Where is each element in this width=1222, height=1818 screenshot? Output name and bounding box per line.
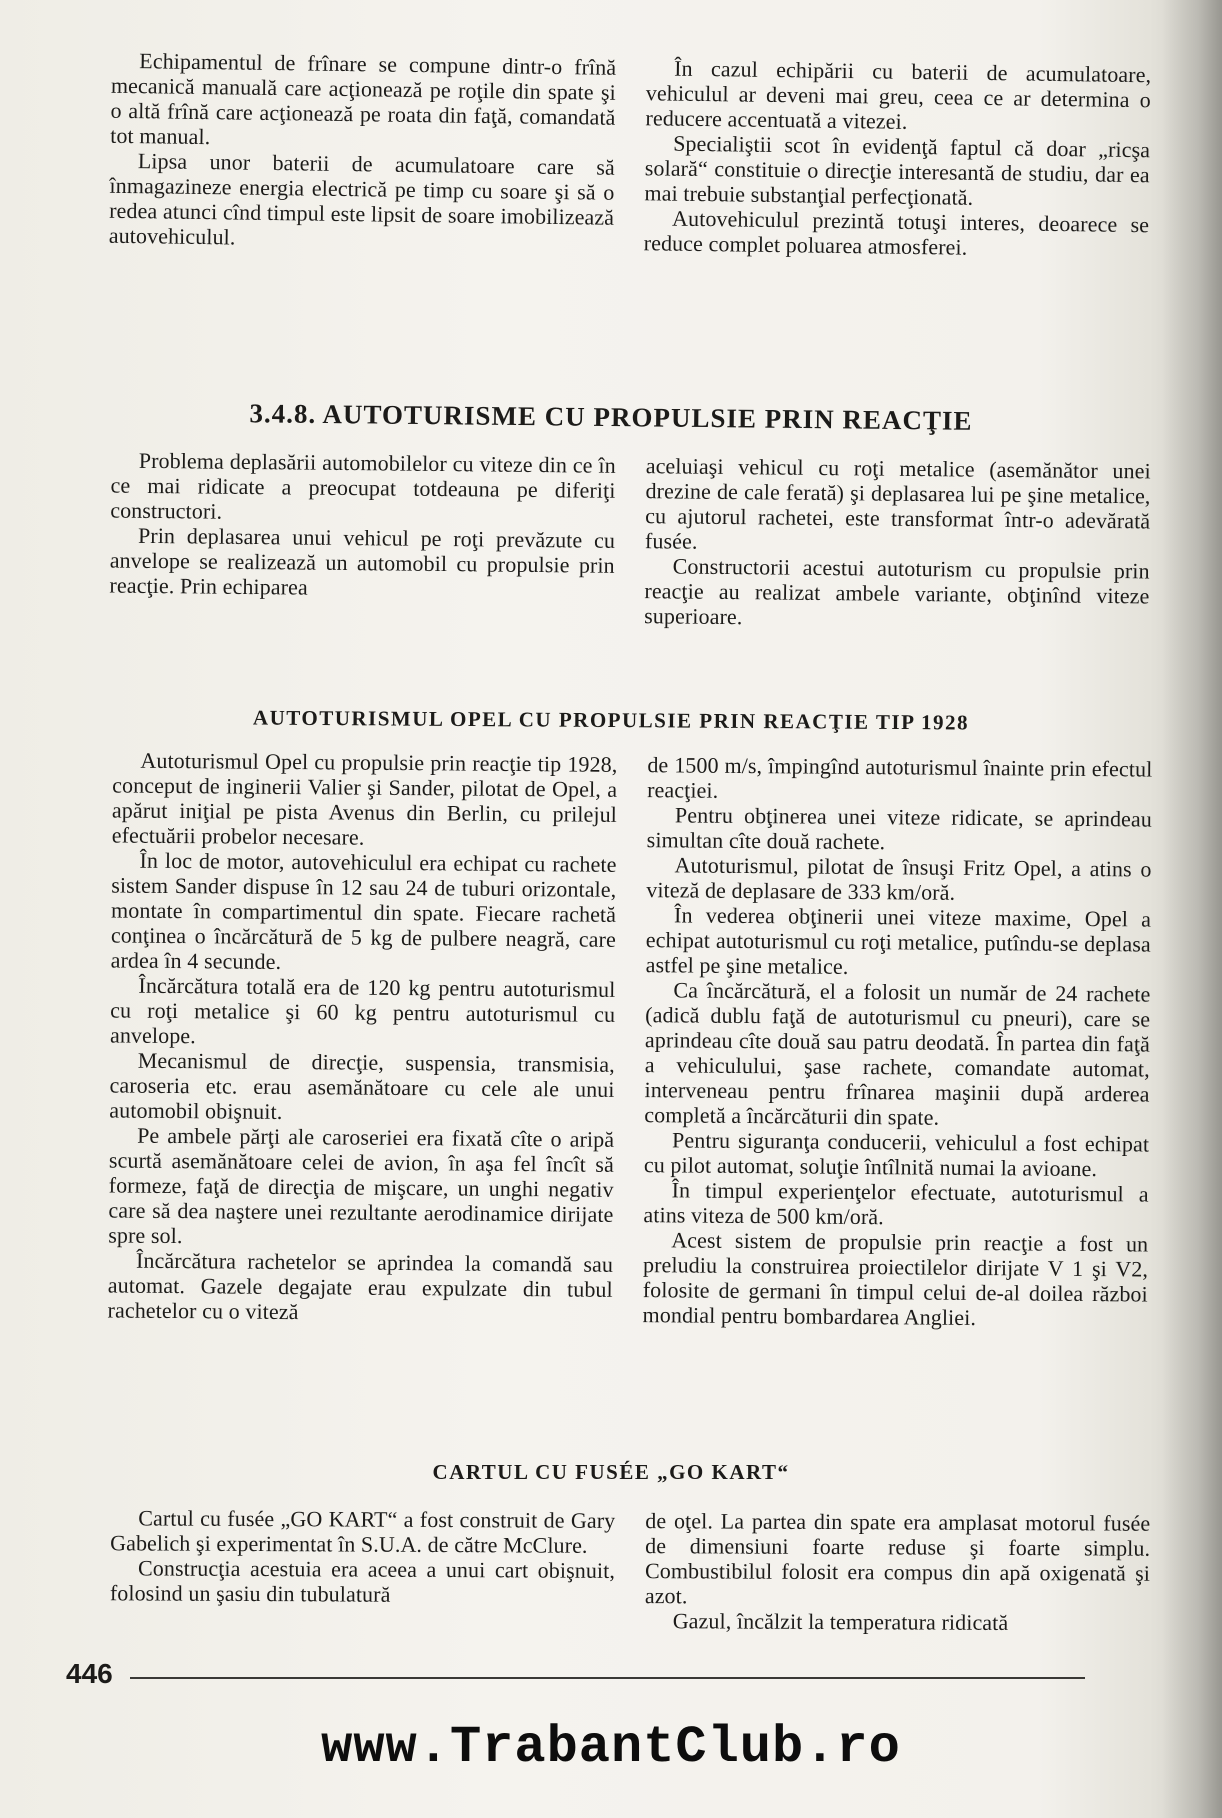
paragraph: Autovehiculul prezintă totuşi interes, deoarece se reduce complet poluarea atmosferei. bbox=[643, 205, 1150, 260]
paragraph: Construcţia acestuia era aceea a unui cart obişnuit, folosind un şasiu din tubulatură bbox=[109, 1555, 616, 1607]
page-edge-shadow bbox=[1162, 0, 1222, 1818]
paragraph: Mecanismul de direcţie, suspensia, transmisia, caroseria etc. erau asemănătoare cu cele ale unui automobil obişnuit. bbox=[109, 1047, 615, 1124]
paragraph: Pentru obţinerea unei viteze ridicate, se aprindeau simultan cîte două rachete. bbox=[646, 802, 1153, 855]
right-column bbox=[645, 1508, 1151, 1636]
paragraph: Pe ambele părţi ale caroseriei era fixată cîte o aripă scurtă asemănătoare celei de avion, în aşa fel încît să formeze, faţă de direcţia de mişcare, un unghi negativ care să dea naştere unei rezultante aerodinamice dirijate spre sol. bbox=[108, 1122, 615, 1249]
paragraph: de oţel. La partea din spate era amplasat motorul fusée de dimensiuni foarte reduse şi foarte simplu. Combustibilul folosit era compus din apă oxigenată şi azot. bbox=[644, 1508, 1151, 1609]
paragraph: Cartul cu fusée „GO KART“ a fost construit de Gary Gabelich şi experimentat în S.U.A. de către McClure. bbox=[110, 1505, 616, 1558]
paragraph: Pentru siguranţa conducerii, vehiculul a fost echipat cu pilot automat, soluţie întîlnită numai la avioane. bbox=[643, 1127, 1150, 1182]
section-heading: 3.4.8. AUTOTURISME CU PROPULSIE PRIN REACŢIE bbox=[249, 398, 973, 436]
left-column bbox=[108, 747, 618, 1326]
right-column bbox=[644, 453, 1151, 633]
paragraph: Lipsa unor baterii de acumulatoare care să înmagazineze energia electrică pe timp cu soare şi să o redea atunci cînd timpul este lipsit de soare imobilizează autovehiculul. bbox=[108, 148, 616, 250]
left-column bbox=[109, 48, 617, 255]
paragraph: de 1500 m/s, împingînd autoturismul înainte prin efectul reacţiei. bbox=[647, 752, 1153, 803]
paragraph: Constructorii acestui autoturism cu propulsie prin reacţie au realizat ambele variante, obţinînd viteze superioare. bbox=[644, 553, 1150, 630]
paragraph: Specialiştii scot în evidenţă faptul că doar „ricşa solară“ constituie o direcţie interesantă de studiu, dar ea mai trebuie substanţial perfecţionată. bbox=[644, 130, 1151, 210]
paragraph: aceluiaşi vehicul cu roţi metalice (asemănător unei drezine de cale ferată) şi deplasarea lui pe şine metalice, cu ajutorul rachetei, este transformat într-o adevărată fusée. bbox=[644, 453, 1151, 554]
page-number: 446 bbox=[66, 1658, 113, 1689]
kart-section bbox=[110, 1505, 1151, 1635]
opel-section bbox=[108, 747, 1153, 1331]
right-column bbox=[644, 55, 1152, 262]
footer-rule bbox=[130, 1677, 1085, 1679]
paragraph: Acest sistem de propulsie prin reacţie a fost un preludiu la construirea proiectilelor dirijate V 1 şi V2, folosite de germani în timpul celui de-al doilea război mondial pentru bombardarea Angliei. bbox=[642, 1227, 1149, 1331]
left-column bbox=[109, 448, 616, 628]
subsection-heading: AUTOTURISMUL OPEL CU PROPULSIE PRIN REACŢIE TIP 1928 bbox=[252, 705, 970, 735]
paragraph: În loc de motor, autovehiculul era echipat cu rachete sistem Sander dispuse în 12 sau 24 de tuburi orizontale, montate în compartimentul din spate. Fiecare rachetă conţinea o încărcătură de 5 kg de pulbere neagră, care ardea în 4 secunde. bbox=[110, 847, 617, 974]
paragraph: Încărcătura totală era de 120 kg pentru autoturismul cu roţi metalice şi 60 kg pentru autoturismul cu anvelope. bbox=[109, 972, 616, 1049]
paragraph: Gazul, încălzit la temperatura ridicată bbox=[672, 1608, 1009, 1635]
paragraph: În cazul echipării cu baterii de acumulatoare, vehiculul ar deveni mai greu, ceea ce ar determina o reducere accentuată a vitezei. bbox=[645, 55, 1152, 134]
subsection-heading: CARTUL CU FUSÉE „GO KART“ bbox=[432, 1460, 790, 1484]
paragraph: În vederea obţinerii unei viteze maxime, Opel a echipat autoturismul cu roţi metalice, putîndu-se deplasa astfel pe şine metalice. bbox=[645, 902, 1152, 979]
paragraph: Echipamentul de frînare se compune dintr-o frînă mecanică manuală care acţionează pe roţile din spate şi o altă frînă care acţionează pe roata din faţă, comandată tot manual. bbox=[110, 48, 617, 150]
paragraph: În timpul experienţelor efectuate, autoturismul a atins viteza de 500 km/oră. bbox=[643, 1177, 1149, 1230]
paragraph: Autoturismul, pilotat de însuşi Fritz Opel, a atins o viteză de deplasare de 333 km/oră. bbox=[646, 852, 1152, 905]
right-column bbox=[642, 752, 1152, 1331]
paragraph: Problema deplasării automobilelor cu viteze din ce în ce mai ridicate a preocupat totdeauna pe diferiţi constructori. bbox=[110, 447, 616, 524]
paragraph: Ca încărcătură, el a folosit un număr de 24 rachete (adică dublu faţă de autoturismul cu pneuri), care se aprindeau cîte două sau patru deodată. În partea din faţă a vehiculului, şase rachete, comandate automat, interveneau pentru frînarea maşinii după arderea completă a încărcăturii din spate. bbox=[644, 977, 1151, 1130]
left-column bbox=[110, 1505, 616, 1633]
top-continuation-section bbox=[109, 48, 1152, 263]
paragraph: Autoturismul Opel cu propulsie prin reacţie tip 1928, conceput de inginerii Valier şi Sander, pilotat de Opel, a apărut iniţial pe pista Avenus din Berlin, cu prilejul efectuării probelor necesare. bbox=[111, 747, 618, 850]
paragraph: Încărcătura rachetelor se aprindea la comandă sau automat. Gazele degajate erau expulzate din tubul rachetelor cu o viteză bbox=[107, 1247, 614, 1325]
paragraph: Prin deplasarea unui vehicul pe roţi prevăzute cu anvelope se realizează un automobil cu propulsie prin reacţie. Prin echiparea bbox=[109, 522, 616, 600]
website-watermark: www.TrabantClub.ro bbox=[321, 1718, 901, 1777]
intro-section bbox=[109, 448, 1151, 634]
